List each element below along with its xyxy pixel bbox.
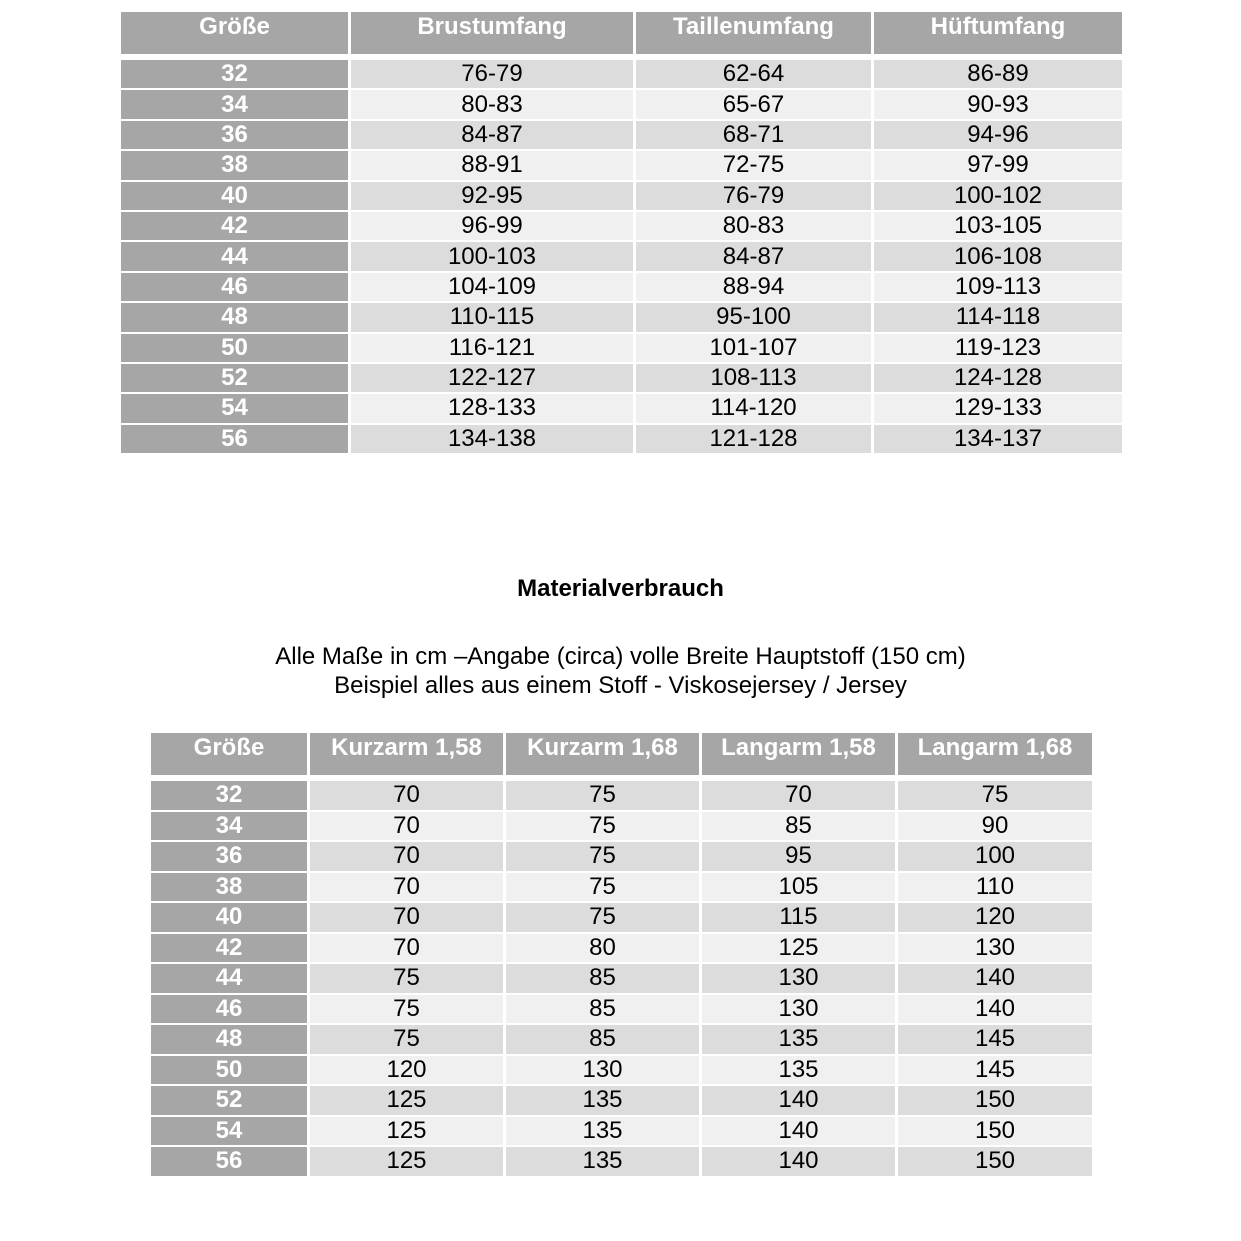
table-row (151, 1056, 1092, 1085)
table-row (151, 873, 1092, 902)
table-row (121, 182, 1122, 210)
size-cell: 54 (121, 394, 348, 422)
value-cell: 120 (898, 903, 1092, 932)
value-cell: 95 (702, 842, 895, 871)
value-cell: 70 (310, 812, 503, 841)
value-cell: 70 (310, 781, 503, 810)
value-cell: 150 (898, 1147, 1092, 1176)
value-cell: 70 (702, 781, 895, 810)
value-cell: 92-95 (351, 182, 633, 210)
size-cell: 32 (121, 60, 348, 88)
value-cell: 122-127 (351, 364, 633, 392)
value-cell: 106-108 (874, 242, 1122, 270)
table-row (121, 60, 1122, 88)
size-cell: 52 (121, 364, 348, 392)
value-cell: 75 (310, 1025, 503, 1054)
size-cell: 38 (151, 873, 307, 902)
value-cell: 80-83 (636, 212, 871, 240)
value-cell: 94-96 (874, 121, 1122, 149)
value-cell: 140 (702, 1147, 895, 1176)
size-cell: 32 (151, 781, 307, 810)
value-cell: 75 (506, 781, 699, 810)
spacer-cell (506, 777, 699, 779)
header-kurzarm-158: Kurzarm 1,58 (310, 733, 503, 775)
size-cell: 38 (121, 151, 348, 179)
value-cell: 75 (506, 903, 699, 932)
table-row (121, 273, 1122, 301)
value-cell: 134-137 (874, 425, 1122, 453)
value-cell: 130 (898, 934, 1092, 963)
value-cell: 76-79 (351, 60, 633, 88)
value-cell: 85 (506, 1025, 699, 1054)
value-cell: 75 (310, 964, 503, 993)
material-note-line-1: Alle Maße in cm –Angabe (circa) volle Breite Hauptstoff (150 cm) (275, 643, 966, 670)
spacer-cell (351, 56, 633, 58)
size-cell: 34 (151, 812, 307, 841)
value-cell: 135 (506, 1086, 699, 1115)
size-cell: 46 (121, 273, 348, 301)
value-cell: 80-83 (351, 90, 633, 118)
value-cell: 75 (506, 812, 699, 841)
value-cell: 114-118 (874, 303, 1122, 331)
table-row (151, 995, 1092, 1024)
value-cell: 130 (702, 964, 895, 993)
value-cell: 70 (310, 903, 503, 932)
value-cell: 100-103 (351, 242, 633, 270)
value-cell: 135 (702, 1025, 895, 1054)
value-cell: 130 (506, 1056, 699, 1085)
value-cell: 105 (702, 873, 895, 902)
header-brustumfang: Brustumfang (351, 12, 633, 54)
value-cell: 110-115 (351, 303, 633, 331)
value-cell: 120 (310, 1056, 503, 1085)
table-row (121, 242, 1122, 270)
value-cell: 75 (506, 842, 699, 871)
table-row (151, 842, 1092, 871)
value-cell: 85 (506, 995, 699, 1024)
material-table-body (151, 777, 1092, 1176)
value-cell: 90 (898, 812, 1092, 841)
table-row (121, 212, 1122, 240)
value-cell: 150 (898, 1086, 1092, 1115)
size-chart-header-row (121, 12, 1122, 54)
value-cell: 130 (702, 995, 895, 1024)
value-cell: 88-94 (636, 273, 871, 301)
table-row (121, 334, 1122, 362)
value-cell: 70 (310, 842, 503, 871)
size-cell: 48 (151, 1025, 307, 1054)
value-cell: 80 (506, 934, 699, 963)
size-cell: 48 (121, 303, 348, 331)
value-cell: 110 (898, 873, 1092, 902)
spacer-cell (151, 777, 307, 779)
table-row (151, 1147, 1092, 1176)
value-cell: 114-120 (636, 394, 871, 422)
value-cell: 145 (898, 1025, 1092, 1054)
value-cell: 108-113 (636, 364, 871, 392)
value-cell: 124-128 (874, 364, 1122, 392)
table-row (151, 1025, 1092, 1054)
header-kurzarm-168: Kurzarm 1,68 (506, 733, 699, 775)
value-cell: 65-67 (636, 90, 871, 118)
size-cell: 50 (121, 334, 348, 362)
value-cell: 84-87 (636, 242, 871, 270)
value-cell: 90-93 (874, 90, 1122, 118)
value-cell: 119-123 (874, 334, 1122, 362)
value-cell: 135 (506, 1147, 699, 1176)
value-cell: 125 (310, 1117, 503, 1146)
value-cell: 70 (310, 934, 503, 963)
value-cell: 109-113 (874, 273, 1122, 301)
value-cell: 95-100 (636, 303, 871, 331)
value-cell: 140 (702, 1117, 895, 1146)
value-cell: 150 (898, 1117, 1092, 1146)
value-cell: 121-128 (636, 425, 871, 453)
value-cell: 62-64 (636, 60, 871, 88)
size-cell: 54 (151, 1117, 307, 1146)
value-cell: 134-138 (351, 425, 633, 453)
size-cell: 34 (121, 90, 348, 118)
table-row (121, 90, 1122, 118)
size-cell: 36 (121, 121, 348, 149)
header-hueftumfang: Hüftumfang (874, 12, 1122, 54)
size-cell: 56 (151, 1147, 307, 1176)
header-langarm-168: Langarm 1,68 (898, 733, 1092, 775)
material-usage-table (148, 731, 1095, 1178)
value-cell: 84-87 (351, 121, 633, 149)
spacer-cell (636, 56, 871, 58)
table-row (151, 903, 1092, 932)
header-groesse: Größe (151, 733, 307, 775)
size-chart-body (121, 56, 1122, 453)
value-cell: 116-121 (351, 334, 633, 362)
table-row (121, 425, 1122, 453)
header-spacer-row (151, 777, 1092, 779)
value-cell: 75 (310, 995, 503, 1024)
value-cell: 88-91 (351, 151, 633, 179)
value-cell: 100-102 (874, 182, 1122, 210)
header-groesse: Größe (121, 12, 348, 54)
value-cell: 100 (898, 842, 1092, 871)
size-cell: 42 (121, 212, 348, 240)
value-cell: 103-105 (874, 212, 1122, 240)
value-cell: 135 (702, 1056, 895, 1085)
value-cell: 145 (898, 1056, 1092, 1085)
table-row (151, 1117, 1092, 1146)
table-row (151, 781, 1092, 810)
value-cell: 75 (898, 781, 1092, 810)
value-cell: 140 (898, 995, 1092, 1024)
value-cell: 125 (310, 1147, 503, 1176)
value-cell: 140 (702, 1086, 895, 1115)
value-cell: 125 (702, 934, 895, 963)
value-cell: 96-99 (351, 212, 633, 240)
size-cell: 50 (151, 1056, 307, 1085)
value-cell: 104-109 (351, 273, 633, 301)
material-heading: Materialverbrauch (517, 575, 724, 602)
value-cell: 115 (702, 903, 895, 932)
value-cell: 101-107 (636, 334, 871, 362)
table-row (151, 964, 1092, 993)
spacer-cell (874, 56, 1122, 58)
header-taillenumfang: Taillenumfang (636, 12, 871, 54)
value-cell: 135 (506, 1117, 699, 1146)
size-chart-table (118, 10, 1125, 455)
size-cell: 44 (151, 964, 307, 993)
size-cell: 46 (151, 995, 307, 1024)
value-cell: 97-99 (874, 151, 1122, 179)
value-cell: 75 (506, 873, 699, 902)
size-cell: 40 (151, 903, 307, 932)
header-langarm-158: Langarm 1,58 (702, 733, 895, 775)
table-row (121, 151, 1122, 179)
size-cell: 52 (151, 1086, 307, 1115)
size-cell: 42 (151, 934, 307, 963)
value-cell: 85 (702, 812, 895, 841)
spacer-cell (898, 777, 1092, 779)
value-cell: 128-133 (351, 394, 633, 422)
spacer-cell (121, 56, 348, 58)
spacer-cell (310, 777, 503, 779)
value-cell: 125 (310, 1086, 503, 1115)
table-row (121, 364, 1122, 392)
table-row (121, 121, 1122, 149)
size-cell: 44 (121, 242, 348, 270)
size-cell: 56 (121, 425, 348, 453)
value-cell: 76-79 (636, 182, 871, 210)
table-row (151, 934, 1092, 963)
spacer-cell (702, 777, 895, 779)
table-row (151, 1086, 1092, 1115)
value-cell: 68-71 (636, 121, 871, 149)
value-cell: 72-75 (636, 151, 871, 179)
table-row (151, 812, 1092, 841)
table-row (121, 303, 1122, 331)
material-header-row (151, 733, 1092, 775)
table-row (121, 394, 1122, 422)
value-cell: 70 (310, 873, 503, 902)
value-cell: 129-133 (874, 394, 1122, 422)
value-cell: 140 (898, 964, 1092, 993)
material-note-line-2: Beispiel alles aus einem Stoff - Viskosejersey / Jersey (334, 672, 907, 699)
header-spacer-row (121, 56, 1122, 58)
value-cell: 86-89 (874, 60, 1122, 88)
value-cell: 85 (506, 964, 699, 993)
size-cell: 36 (151, 842, 307, 871)
size-cell: 40 (121, 182, 348, 210)
